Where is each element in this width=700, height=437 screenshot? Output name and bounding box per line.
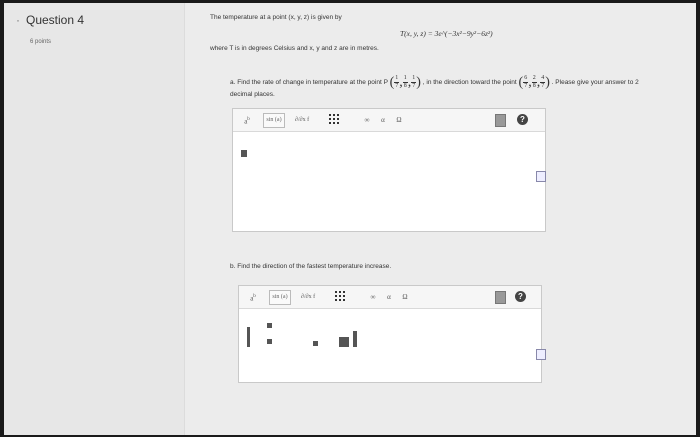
superscript-button[interactable]: $a^b$ bbox=[244, 117, 250, 126]
p-y: $\frac{1}{8}$ bbox=[403, 75, 407, 89]
editor-b-mark-1 bbox=[247, 327, 250, 347]
attach-file-icon-a[interactable] bbox=[536, 171, 546, 182]
p-z: $\frac{1}{7}$ bbox=[412, 75, 416, 89]
help-icon[interactable]: ? bbox=[517, 114, 528, 125]
point-q: ( $\frac{6}{7}$ , $\frac{2}{8}$ , $\frac{4}{7}$ ) bbox=[518, 74, 550, 90]
table-icon[interactable] bbox=[495, 114, 506, 127]
q-x: $\frac{6}{7}$ bbox=[524, 75, 528, 89]
editor-b-mark-3 bbox=[267, 339, 272, 344]
editor-b-mark-4 bbox=[313, 341, 318, 346]
p-x: $\frac{1}{7}$ bbox=[395, 75, 399, 89]
omega-button[interactable]: Ω bbox=[402, 293, 408, 301]
matrix-icon[interactable] bbox=[329, 114, 339, 124]
question-title bbox=[16, 13, 85, 27]
editor-b-toolbar bbox=[239, 286, 541, 309]
help-icon[interactable]: ? bbox=[515, 291, 526, 302]
part-a-prompt bbox=[230, 74, 690, 98]
editor-a-content[interactable] bbox=[233, 132, 545, 231]
part-a-tail: . Please give your answer to 2 bbox=[551, 79, 639, 87]
sin-button[interactable]: sin (a) bbox=[269, 290, 291, 305]
question-where: where T is in degrees Celsius and x, y and z are in metres. bbox=[210, 45, 379, 52]
part-a-middle: , in the direction toward the point bbox=[422, 79, 517, 87]
point-p: ( $\frac{1}{7}$ , $\frac{1}{8}$ , $\frac{1}{7}$ ) bbox=[389, 74, 421, 90]
alpha-button[interactable]: α bbox=[381, 116, 385, 124]
question-body bbox=[184, 3, 696, 435]
part-b-prompt: b. Find the direction of the fastest temperature increase. bbox=[230, 263, 392, 270]
answer-editor-a[interactable] bbox=[232, 108, 546, 232]
editor-a-cursor bbox=[241, 150, 247, 157]
points-label: 6 points bbox=[30, 39, 52, 45]
infinity-button[interactable]: ∞ bbox=[370, 293, 376, 301]
partial-derivative-button[interactable]: ∂/∂x f bbox=[295, 117, 310, 123]
omega-button[interactable]: Ω bbox=[396, 116, 402, 124]
alpha-button[interactable]: α bbox=[387, 293, 391, 301]
matrix-icon[interactable] bbox=[335, 291, 345, 301]
question-intro: The temperature at a point (x, y, z) is given by bbox=[210, 14, 342, 21]
editor-b-mark-5 bbox=[339, 337, 349, 347]
question-sidebar bbox=[4, 3, 185, 435]
question-title-text: Question 4 bbox=[26, 13, 85, 27]
attach-file-icon-b[interactable] bbox=[536, 349, 546, 360]
answer-editor-b[interactable] bbox=[238, 285, 542, 383]
editor-b-content[interactable] bbox=[239, 309, 541, 382]
editor-b-mark-2 bbox=[267, 323, 272, 328]
table-icon[interactable] bbox=[495, 291, 506, 304]
q-y: $\frac{2}{8}$ bbox=[532, 75, 536, 89]
partial-derivative-button[interactable]: ∂/∂x f bbox=[301, 294, 316, 300]
dash-mark: · bbox=[16, 13, 20, 27]
temperature-formula: T(x, y, z) = 3e^(−3x²−9y²−6z²) bbox=[400, 29, 493, 38]
editor-b-mark-6 bbox=[353, 331, 357, 347]
superscript-button[interactable]: $a^b$ bbox=[250, 294, 256, 303]
q-z: $\frac{4}{7}$ bbox=[541, 75, 545, 89]
infinity-button[interactable]: ∞ bbox=[364, 116, 370, 124]
page-frame bbox=[4, 3, 696, 435]
editor-a-toolbar bbox=[233, 109, 545, 132]
sin-button[interactable]: sin (a) bbox=[263, 113, 285, 128]
part-a-line2: decimal places. bbox=[230, 91, 275, 98]
part-a-prefix: a. Find the rate of change in temperature at the point P bbox=[230, 79, 388, 87]
